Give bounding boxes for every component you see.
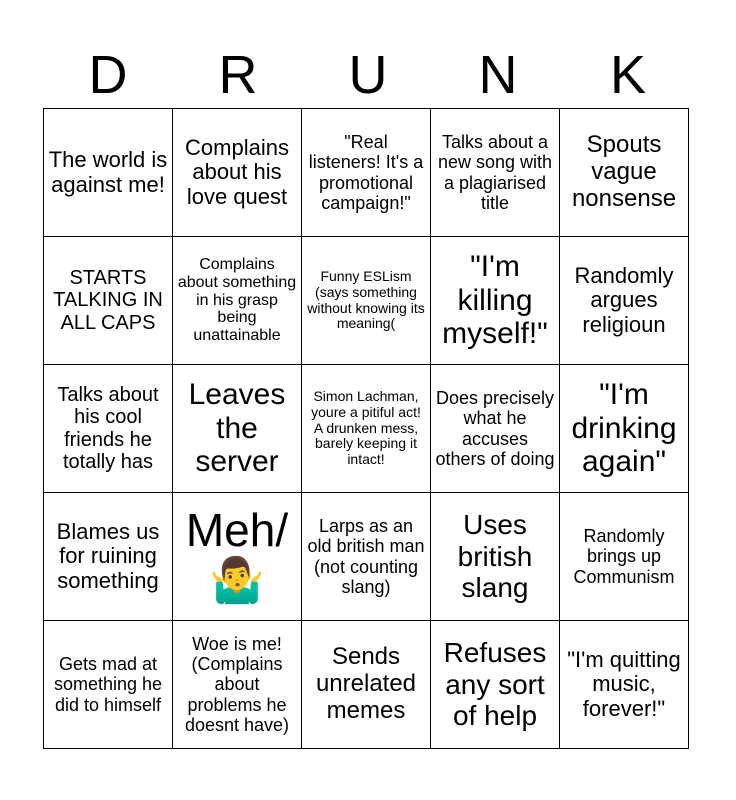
shrug-icon: 🤷‍♂️ bbox=[209, 556, 265, 606]
header-letter-k: K bbox=[609, 45, 647, 105]
header-letter-n: N bbox=[478, 45, 518, 105]
bingo-cell[interactable]: Gets mad at something he did to himself bbox=[44, 621, 173, 749]
header-letter-r: R bbox=[218, 45, 258, 105]
bingo-cell[interactable]: Blames us for ruining something bbox=[44, 493, 173, 621]
bingo-cell[interactable]: Funny ESLism (says something without knowing its meaning( bbox=[302, 237, 431, 365]
bingo-cell-meh[interactable] bbox=[173, 493, 302, 621]
bingo-cell[interactable]: "I'm killing myself!" bbox=[431, 237, 560, 365]
bingo-cell[interactable]: Randomly argues religioun bbox=[560, 237, 689, 365]
bingo-cell[interactable]: "Real listeners! It's a promotional campaign!" bbox=[302, 109, 431, 237]
bingo-cell[interactable]: Simon Lachman, youre a pitiful act! A drunken mess, barely keeping it intact! bbox=[302, 365, 431, 493]
bingo-cell[interactable]: Talks about a new song with a plagiarised title bbox=[431, 109, 560, 237]
bingo-board bbox=[43, 108, 689, 749]
bingo-cell[interactable]: Complains about something in his grasp being unattainable bbox=[173, 237, 302, 365]
bingo-cell[interactable]: "I'm quitting music, forever!" bbox=[560, 621, 689, 749]
bingo-cell[interactable]: Leaves the server bbox=[173, 365, 302, 493]
meh-text: Meh/ bbox=[185, 504, 289, 557]
bingo-cell[interactable]: Talks about his cool friends he totally has bbox=[44, 365, 173, 493]
board-row bbox=[44, 109, 689, 237]
bingo-cell[interactable]: Larps as an old british man (not counting slang) bbox=[302, 493, 431, 621]
header-letter-d: D bbox=[88, 45, 128, 105]
bingo-cell[interactable]: Uses british slang bbox=[431, 493, 560, 621]
board-row bbox=[44, 493, 689, 621]
bingo-header bbox=[43, 45, 693, 105]
board-row bbox=[44, 237, 689, 365]
bingo-cell[interactable]: "I'm drinking again" bbox=[560, 365, 689, 493]
bingo-cell[interactable]: Does precisely what he accuses others of doing bbox=[431, 365, 560, 493]
board-row bbox=[44, 365, 689, 493]
bingo-cell[interactable]: STARTS TALKING IN ALL CAPS bbox=[44, 237, 173, 365]
bingo-cell[interactable]: The world is against me! bbox=[44, 109, 173, 237]
bingo-cell[interactable]: Refuses any sort of help bbox=[431, 621, 560, 749]
bingo-cell[interactable]: Complains about his love quest bbox=[173, 109, 302, 237]
bingo-cell[interactable]: Randomly brings up Communism bbox=[560, 493, 689, 621]
header-letter-u: U bbox=[348, 45, 388, 105]
bingo-cell[interactable]: Woe is me! (Complains about problems he doesnt have) bbox=[173, 621, 302, 749]
bingo-cell[interactable]: Spouts vague nonsense bbox=[560, 109, 689, 237]
bingo-cell[interactable]: Sends unrelated memes bbox=[302, 621, 431, 749]
board-row bbox=[44, 621, 689, 749]
